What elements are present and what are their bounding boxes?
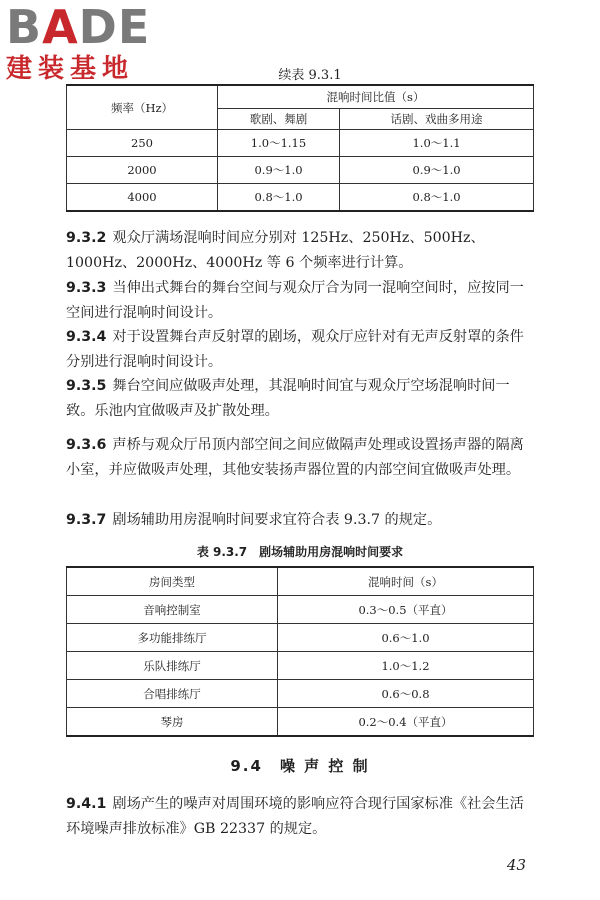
clause-9-3-7: 9.3.7 剧场辅助用房混响时间要求宜符合表 9.3.7 的规定。 [66, 512, 442, 528]
logo-brand: BADE [6, 0, 151, 54]
clause-9-3-3: 9.3.3 当伸出式舞台的舞台空间与观众厅合为同一混响空间时，应按同一空间进行混响时间设计。 [66, 280, 524, 321]
cell-opera: 0.8～1.0 [218, 184, 340, 212]
table-row [67, 596, 534, 624]
cell-opera: 1.0～1.15 [218, 130, 340, 157]
cell-drama: 0.9～1.0 [340, 157, 534, 184]
cell-freq: 250 [67, 130, 218, 157]
cell-drama: 1.0～1.1 [340, 130, 534, 157]
col-header-room: 房间类型 [67, 567, 278, 596]
cell-drama: 0.8～1.0 [340, 184, 534, 212]
col-header-opera: 歌剧、舞剧 [218, 109, 340, 130]
table-row [67, 130, 534, 157]
aux-room-reverb-table [66, 566, 534, 737]
cell-room: 多功能排练厅 [67, 624, 278, 652]
cell-room: 琴房 [67, 708, 278, 737]
clause-9-3-2: 9.3.2 观众厅满场混响时间应分别对 125Hz、250Hz、500Hz、1000Hz、2000Hz、4000Hz 等 6 个频率进行计算。 [66, 230, 485, 271]
table2-caption: 表 9.3.7 剧场辅助用房混响时间要求 [196, 545, 404, 559]
cell-time: 0.6～0.8 [278, 680, 534, 708]
table-row [67, 708, 534, 737]
cell-room: 乐队排练厅 [67, 652, 278, 680]
table-row [67, 680, 534, 708]
section-title: 9.4 噪 声 控 制 [230, 757, 370, 775]
table-row [67, 184, 534, 212]
reverb-ratio-table [66, 84, 534, 212]
logo-subtitle: 建装基地 [6, 54, 135, 84]
clause-9-3-5: 9.3.5 舞台空间应做吸声处理，其混响时间宜与观众厅空场混响时间一致。乐池内宜做吸声及扩散处理。 [66, 378, 510, 419]
cell-room: 合唱排练厅 [67, 680, 278, 708]
col-header-drama: 话剧、戏曲多用途 [340, 109, 534, 130]
table-row [67, 624, 534, 652]
clause-9-3-6: 9.3.6 声桥与观众厅吊顶内部空间之间应做隔声处理或设置扬声器的隔离小室，并应做吸声处理，其他安装扬声器位置的内部空间宜做吸声处理。 [66, 437, 524, 478]
cell-time: 0.2～0.4（平直） [278, 708, 534, 737]
col-header-time: 混响时间（s） [278, 567, 534, 596]
table-row [67, 157, 534, 184]
col-header-freq: 频率（Hz） [67, 85, 218, 130]
table-row [67, 652, 534, 680]
col-header-group: 混响时间比值（s） [218, 85, 534, 109]
clause-9-4-1: 9.4.1 剧场产生的噪声对周围环境的影响应符合现行国家标准《社会生活环境噪声排放标准》GB 22337 的规定。 [66, 796, 524, 837]
cell-time: 0.6～1.0 [278, 624, 534, 652]
cell-freq: 2000 [67, 157, 218, 184]
cell-freq: 4000 [67, 184, 218, 212]
clause-9-3-4: 9.3.4 对于设置舞台声反射罩的剧场，观众厅应针对有无声反射罩的条件分别进行混响时间设计。 [66, 329, 524, 370]
table1-caption: 续表 9.3.1 [278, 68, 342, 83]
cell-time: 0.3～0.5（平直） [278, 596, 534, 624]
cell-room: 音响控制室 [67, 596, 278, 624]
cell-opera: 0.9～1.0 [218, 157, 340, 184]
cell-time: 1.0～1.2 [278, 652, 534, 680]
page-number: 43 [506, 856, 526, 874]
